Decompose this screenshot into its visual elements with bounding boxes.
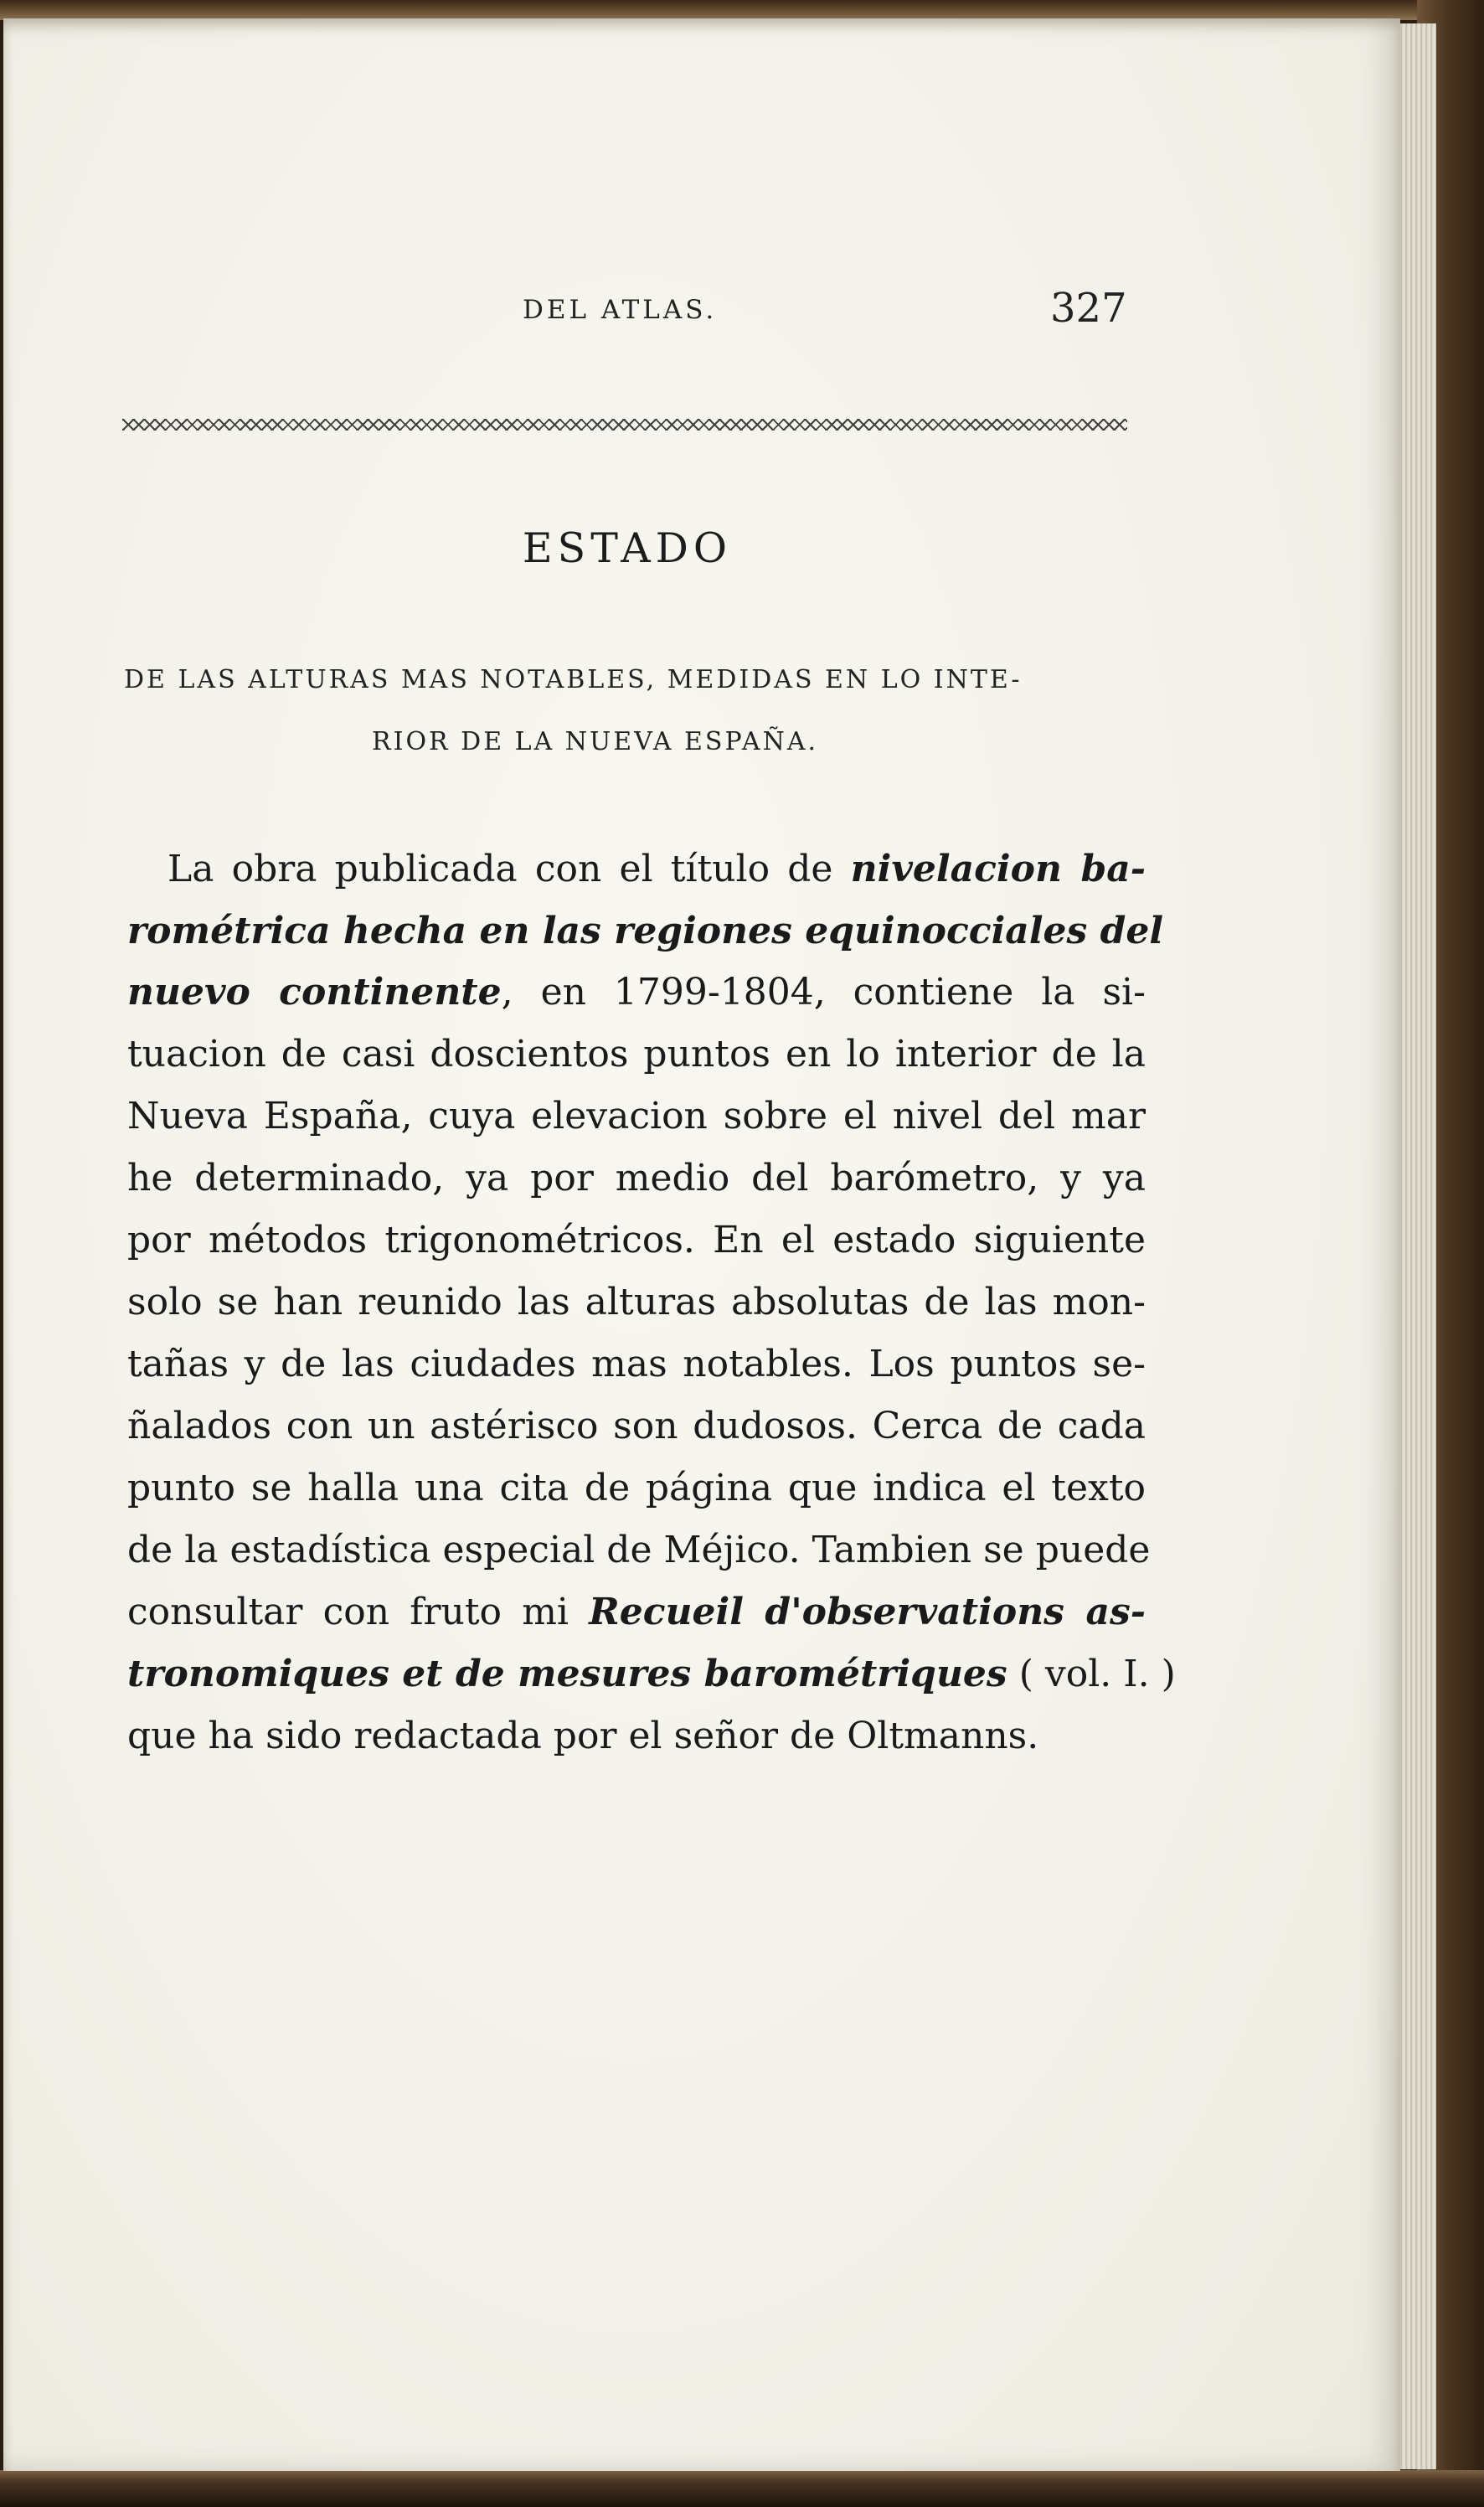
body-line-4: tuacion de casi doscientos puntos en lo interior de la — [127, 1033, 1146, 1076]
subtitle-line-2: RIOR DE LA NUEVA ESPAÑA. — [372, 727, 819, 756]
body-line-15: que ha sido redactada por el señor de Oltmanns. — [127, 1715, 1039, 1757]
body-italic: nuevo continente — [127, 971, 502, 1014]
body-italic: nivelacion ba- — [850, 848, 1146, 890]
body-line-13 — [127, 1591, 1146, 1633]
body-line-11: punto se halla una cita de página que indica el texto — [127, 1467, 1146, 1509]
body-italic: tronomiques et de mesures barométriques — [127, 1653, 1007, 1695]
page-number: 327 — [1050, 285, 1127, 332]
body-line-9: tañas y de las ciudades mas notables. Los puntos se- — [127, 1343, 1146, 1385]
body-text: consultar con fruto mi — [127, 1591, 590, 1633]
subtitle-line-1: DE LAS ALTURAS MAS NOTABLES, MEDIDAS EN LO INTE- — [124, 665, 1023, 694]
running-header: DEL ATLAS. — [523, 295, 718, 325]
body-line-12: de la estadística especial de Méjico. Tambien se puede — [127, 1529, 1151, 1571]
body-text: ( vol. I. ) — [1007, 1653, 1176, 1695]
body-line-7: por métodos trigonométricos. En el estado siguiente — [127, 1219, 1146, 1261]
body-line-6: he determinado, ya por medio del barómetro, y ya — [127, 1157, 1146, 1199]
book-bottom-edge — [0, 2470, 1484, 2507]
body-italic: Recueil d'observations as- — [589, 1591, 1146, 1633]
body-line-2 — [127, 910, 1164, 952]
body-line-5: Nueva España, cuya elevacion sobre el nivel del mar — [127, 1095, 1146, 1137]
book-top-edge — [0, 0, 1484, 20]
decorative-rule — [122, 419, 1127, 431]
body-line-3 — [127, 971, 1146, 1014]
body-italic: rométrica hecha en las regiones equinocciales del — [127, 910, 1164, 952]
body-text: , en 1799-1804, contiene la si- — [501, 971, 1146, 1014]
section-title: ESTADO — [522, 524, 733, 572]
body-line-10: ñalados con un astérisco son dudosos. Cerca de cada — [127, 1405, 1146, 1447]
body-line-8: solo se han reunido las alturas absolutas de las mon- — [127, 1281, 1146, 1323]
page-edges — [1397, 23, 1436, 2469]
body-line-14 — [127, 1653, 1176, 1695]
book-page — [3, 18, 1400, 2471]
body-text: La obra publicada con el título de — [167, 848, 851, 890]
body-line-1 — [167, 848, 1146, 890]
